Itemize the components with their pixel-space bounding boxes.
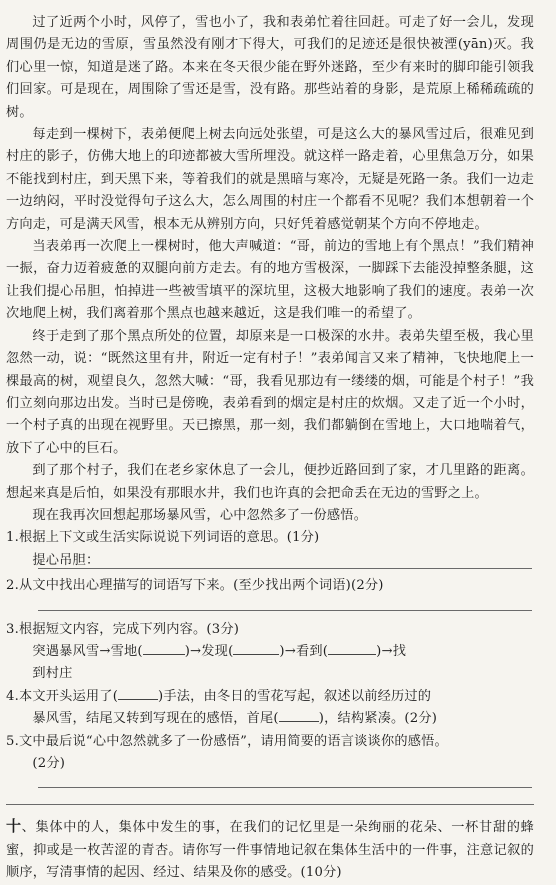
question-5-prompt: 5.文中最后说“心中忽然就多了一份感悟”，请用简要的语言谈谈你的感悟。 xyxy=(6,733,448,749)
passage-paragraph-1: 过了近两个小时，风停了，雪也小了，我和表弟忙着往回赶。可走了好一会儿，发现周围仍是无边的雪原，雪虽然没有刚才下得大，可我们的足迹还是很快被湮(yān)灭。我们心里一惊，知道是迷了路。本来在冬天很少能在野外迷路，至少有来时的脚印能引领我们回家。可是现在，周围除了雪还是雪，没有路。那些站着的身影，是荒原上稀稀疏疏的树。 xyxy=(6,15,534,120)
question-3-blank-1[interactable] xyxy=(143,654,185,655)
section-divider xyxy=(6,804,534,805)
question-4-line-2 xyxy=(6,708,534,730)
writing-task-text: 、集体中的人，集体中发生的事，在我们的记忆里是一朵绚丽的花朵、一杯甘甜的蜂蜜，抑或是一枚苦涩的青杏。请你写一件事情地记叙在集体生活中的一件事，注意记叙的顺序，写清事情的起因、经过、结果及你的感受。(10分) xyxy=(6,820,534,881)
question-4-part-b: )手法，由冬日的雪花写起，叙述以前经历过的 xyxy=(158,688,432,704)
question-3 xyxy=(6,619,534,686)
question-1-prompt: 1.根据上下文或生活实际说说下列词语的意思。(1分) xyxy=(6,530,320,546)
question-3-part-b: )→发现( xyxy=(184,643,234,659)
reading-passage xyxy=(6,12,534,527)
question-4-part-d: )，结构紧凑。(2分) xyxy=(318,711,438,727)
passage-paragraph-6: 现在我再次回想起那场暴风雪，心中忽然多了一份感悟。 xyxy=(32,507,368,523)
question-4-part-c: 暴风雪，结尾又转到写现在的感悟，首尾( xyxy=(32,711,279,727)
question-3-part-a: 突遇暴风雪→雪地( xyxy=(32,643,143,659)
questions xyxy=(6,527,534,788)
question-5-score: (2分) xyxy=(32,756,66,771)
question-1 xyxy=(6,527,534,572)
question-3-part-c: )→看到( xyxy=(279,643,329,659)
passage-paragraph-4: 终于走到了那个黑点所处的位置，却原来是一口极深的水井。表弟失望至极，我心里忽然一动，说：“既然这里有井，附近一定有村子！”表弟闻言又来了精神，飞快地爬上一棵最高的树，观望良久，忽然大喊：“哥，我看见那边有一缕缕的烟，可能是个村子！”我们立刻向那边出发。当时已是傍晚，表弟看到的烟定是村庄的炊烟。又走了近一个小时，一个村子真的出现在视野里。天已擦黑，那一刻，我们都躺倒在雪地上，大口地喘着气，放下了心中的巨石。 xyxy=(6,328,534,456)
question-4-blank-2[interactable] xyxy=(279,721,319,722)
passage-paragraph-3: 当表弟再一次爬上一棵树时，他大声喊道：“哥，前边的雪地上有个黑点！”我们精神一振，奋力迈着疲惫的双腿向前方走去。有的地方雪极深，一脚踩下去能没掉整条腿，这让我们提心吊胆，怕掉进一些被雪填平的深坑里，这极大地影响了我们的速度。表弟一次次地爬上树，我们离着那个黑点也越来越近，这是我们唯一的希望了。 xyxy=(6,239,534,322)
question-5 xyxy=(6,731,534,776)
question-3-part-d: )→找 xyxy=(376,643,407,659)
question-1-answer-line[interactable] xyxy=(38,568,532,569)
section-number: 十 xyxy=(6,817,22,836)
question-4 xyxy=(6,686,534,731)
passage-paragraph-5: 到了那个村子，我们在老乡家休息了一会儿，便抄近路回到了家，才几里路的距离。想起来真是后怕，如果没有那眼水井，我们也许真的会把命丢在无边的雪野之上。 xyxy=(6,463,534,501)
question-3-blank-3[interactable] xyxy=(328,654,376,655)
question-4-part-a: 4.本文开头运用了( xyxy=(6,688,119,704)
question-2 xyxy=(6,575,534,597)
question-4-blank-1[interactable] xyxy=(118,699,158,700)
question-3-blank-2[interactable] xyxy=(233,654,279,655)
passage-paragraph-2: 每走到一棵树下，表弟便爬上树去向远处张望，可是这么大的暴风雪过后，很难见到村庄的影子，仿佛大地上的印迹都被大雪所埋没。就这样一路走着，心里焦急万分，如果不能找到村庄，到天黑下来，等着我们的就是黑暗与寒冷，无疑是死路一条。我们一边走一边纳闷，平时没觉得句子这么大，怎么周围的村庄一个都看不见呢？我们本想朝着一个方向走，可是满天风雪，根本无从辨别方向，只好凭着感觉朝某个方向不停地走。 xyxy=(6,127,534,232)
question-3-prompt: 3.根据短文内容，完成下列内容。(3分) xyxy=(6,621,240,637)
question-3-chain xyxy=(6,641,534,663)
writing-task xyxy=(6,815,534,884)
question-3-end: 到村庄 xyxy=(32,666,73,682)
question-1-term: 提心吊胆： xyxy=(32,552,100,568)
question-2-prompt: 2.从文中找出心理描写的词语写下来。(至少找出两个词语)(2分) xyxy=(6,578,384,594)
